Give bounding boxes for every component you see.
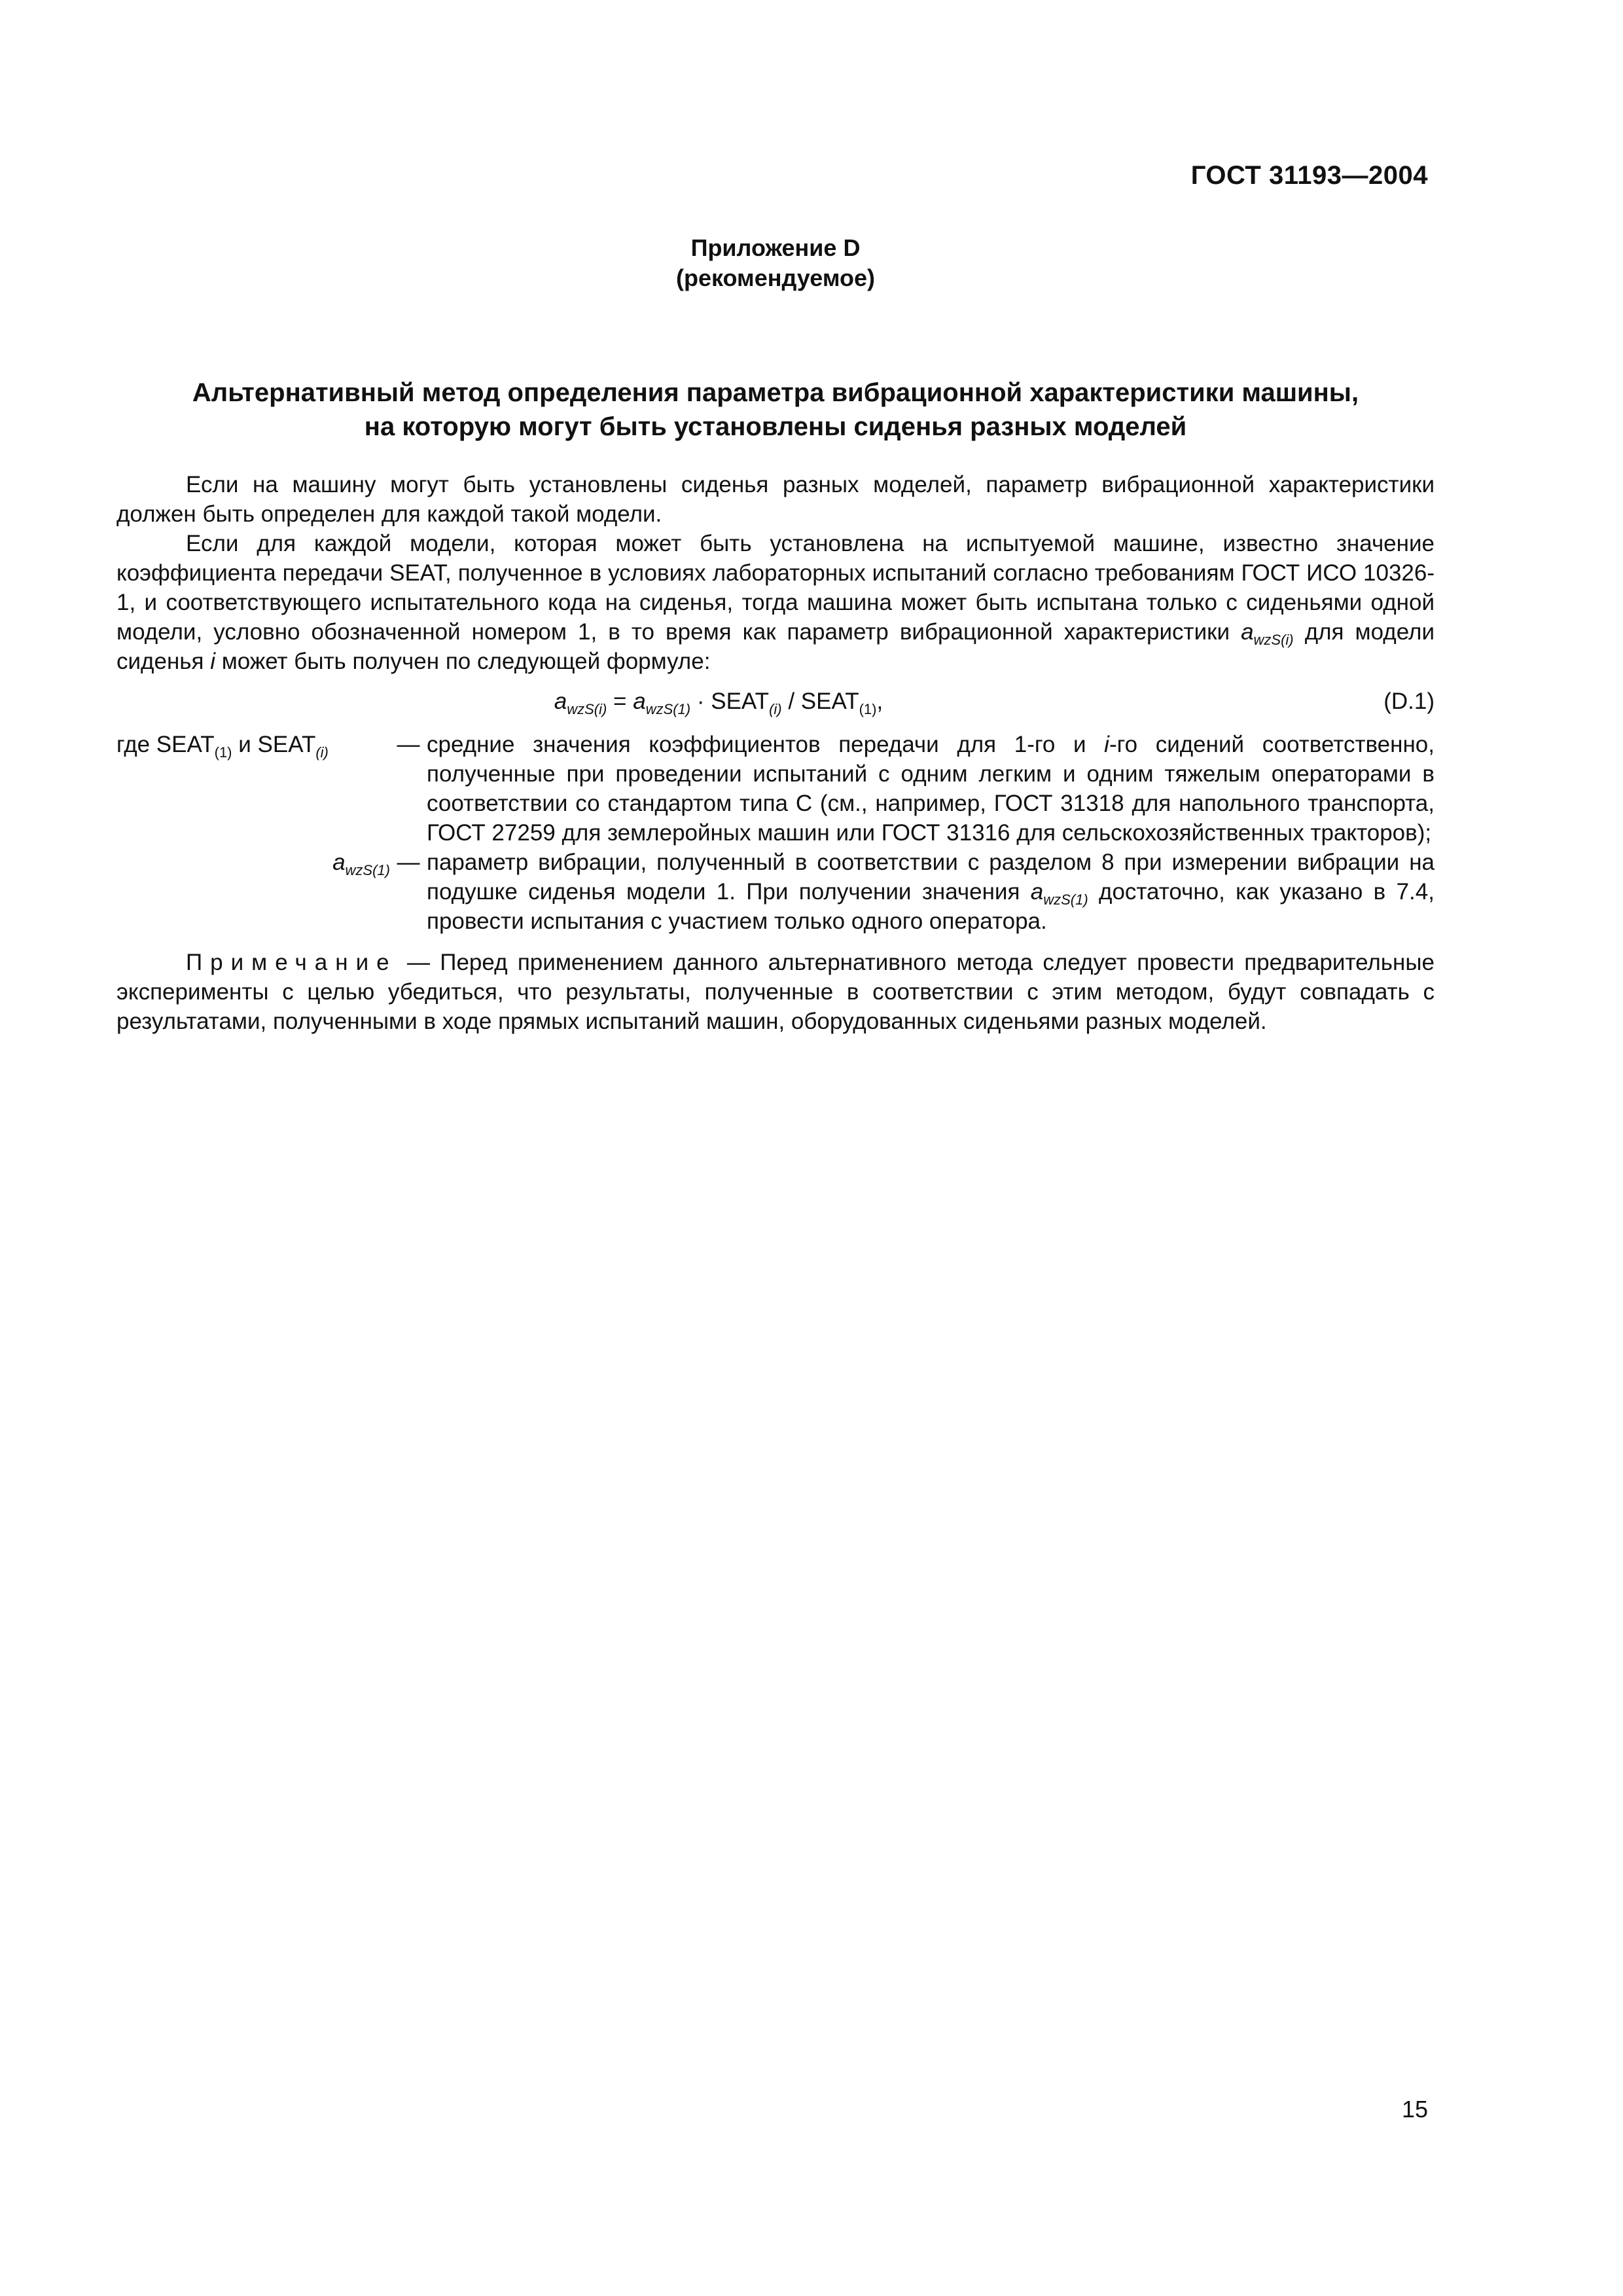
note-paragraph <box>116 948 1435 1036</box>
formula-symbol: a <box>633 689 646 714</box>
page-number: 15 <box>1401 2096 1428 2123</box>
annex-title <box>116 376 1435 444</box>
term-text: и SEAT <box>232 732 316 757</box>
term-text: где SEAT <box>116 732 215 757</box>
definition-text: параметр вибрации, полученный в соответствии с разделом 8 при измерении вибрации на подушке сиденья модели 1. При получении значения <box>427 850 1435 905</box>
formula-expression <box>116 687 1321 716</box>
annex-title-line1: Альтернативный метод определения параметра вибрационной характеристики машины, <box>192 378 1359 407</box>
definition-text: средние значения коэффициентов передачи для 1-го и <box>427 732 1105 757</box>
formula-subscript: (i) <box>769 701 782 717</box>
paragraph-2-text-b: для модели сиденья <box>116 619 1435 674</box>
where-term-1 <box>116 730 390 848</box>
note-label: Примечание <box>186 950 397 975</box>
symbol-i: i <box>1104 732 1109 757</box>
document-code: ГОСТ 31193—2004 <box>1190 161 1428 190</box>
formula-operator: / SEAT <box>781 689 859 714</box>
formula-operator: · SEAT <box>690 689 770 714</box>
paragraph-2-text-c: может быть получен по следующей формуле: <box>215 649 711 674</box>
where-definition-1 <box>427 730 1435 848</box>
document-body <box>116 470 1435 1059</box>
formula-number: (D.1) <box>1383 689 1435 714</box>
symbol-i: i <box>210 649 215 674</box>
annex-title-line2: на которую могут быть установлены сиденья разных моделей <box>364 412 1187 441</box>
definition-text: -го сидений соответственно, полученные при проведении испытаний с одним легким и одним тяжелым операторами в соответствии со стандартом типа С (см., например, ГОСТ 31318 для напольного транспорта, ГОСТ 27259 для землеройных машин или ГОСТ 31316 для сельскохозяйственных тракторов); <box>427 732 1435 846</box>
paragraph-2-text-a: Если для каждой модели, которая может быть установлена на испытуемой машине, известно значение коэффициента передачи SEAT, полученное в условиях лабораторных испытаний согласно требованиям ГОСТ ИСО 10326-1, и соответствующего испытательного кода на сиденья, тогда машина может быть испытана только с сиденьями одной модели, условно обозначенной номером 1, в то время как параметр вибрационной характеристики <box>116 531 1435 645</box>
where-dash: — <box>397 732 420 757</box>
formula-d1 <box>116 681 1435 723</box>
term-subscript: (i) <box>315 744 329 761</box>
where-dash: — <box>397 850 420 875</box>
term-subscript: (1) <box>214 744 232 761</box>
where-term-2 <box>116 848 390 936</box>
annex-status: (рекомендуемое) <box>676 264 875 291</box>
formula-subscript: (1) <box>859 701 877 717</box>
paragraph-1: Если на машину могут быть установлены сиденья разных моделей, параметр вибрационной характеристики должен быть определен для каждой такой модели. <box>116 472 1435 527</box>
paragraph-2 <box>116 529 1435 676</box>
symbol-subscript: wzS(1) <box>1043 891 1088 908</box>
formula-subscript: wzS(1) <box>645 701 691 717</box>
definition-text: достаточно, как указано в 7.4, провести испытания с участием только одного оператора. <box>427 879 1435 934</box>
note-text: — Перед применением данного альтернативного метода следует провести предварительные эксперименты с целью убедиться, что результаты, полученные в соответствии с этим методом, будут совпадать с результатами, полученными в ходе прямых испытаний машин, оборудованных сиденьями разных моделей. <box>116 950 1435 1034</box>
formula-operator: = <box>607 689 633 714</box>
formula-symbol: a <box>554 689 567 714</box>
formula-punct: , <box>876 689 883 714</box>
annex-name: Приложение D <box>690 234 861 261</box>
symbol-a: a <box>1241 619 1254 645</box>
term-symbol: a <box>332 850 346 875</box>
term-subscript: wzS(1) <box>345 862 390 878</box>
where-item-2 <box>116 848 1435 936</box>
annex-heading <box>0 233 1551 293</box>
symbol-a: a <box>1030 879 1044 905</box>
formula-subscript: wzS(i) <box>567 701 607 717</box>
symbol-subscript: wzS(i) <box>1253 632 1294 648</box>
where-definition-2 <box>427 848 1435 936</box>
where-item-1 <box>116 730 1435 848</box>
